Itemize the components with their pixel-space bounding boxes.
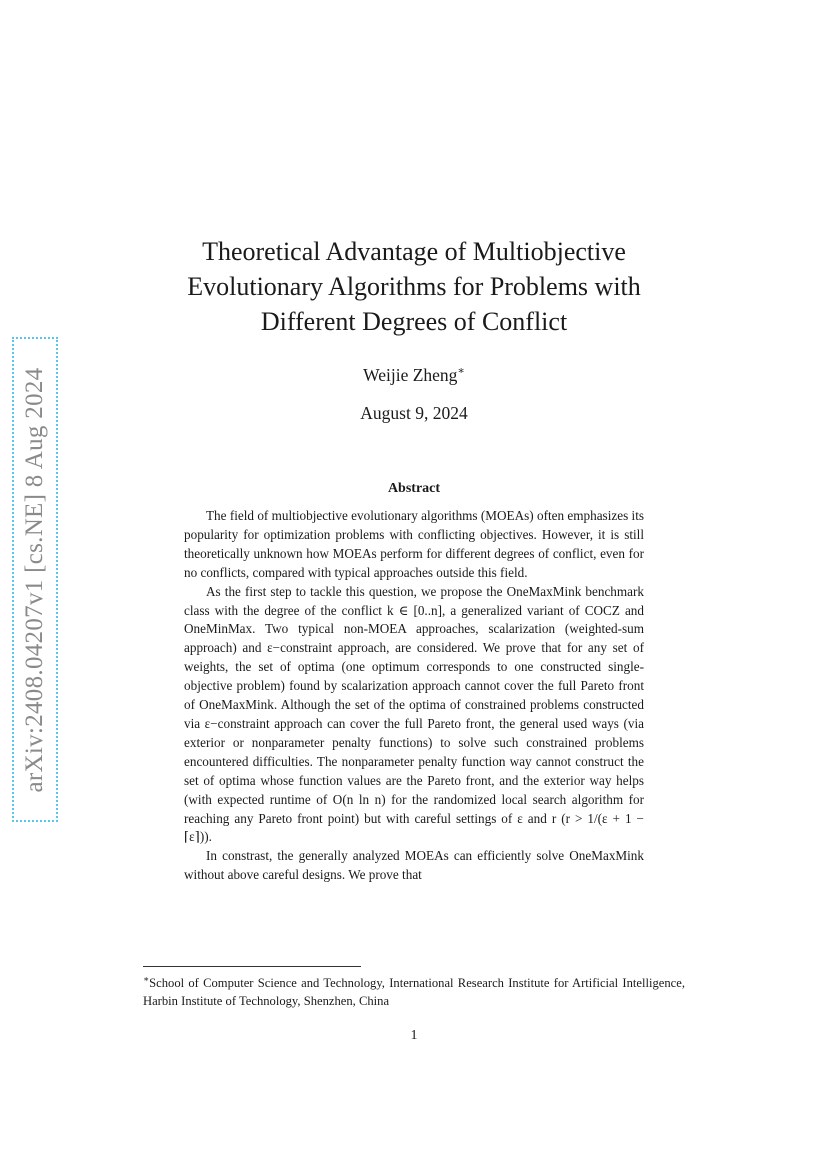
author-footnote-mark: ∗: [457, 365, 465, 377]
footnote: [143, 970, 685, 1010]
abstract-paragraph-2: As the first step to tackle this question, we propose the OneMaxMink benchmark class with the degree of the conflict k ∈ [0..n], a generalized variant of COCZ and OneMinMax. Two typical non-MOEA approaches, scalarization (weighted-sum approach) and ε−constraint approach, are considered. We prove that for any set of weights, the set of optima (one optimum corresponds to one constructed single-objective problem) found by scalarization approach cannot cover the full Pareto front of OneMaxMink. Although the set of the optima of constrained problems constructed via ε−constraint approach can cover the full Pareto front, the general used ways (via exterior or nonparameter penalty functions) to solve such constrained problems encountered difficulties. The nonparameter penalty function way cannot construct the set of optima whose function values are the Pareto front, and the exterior way helps (with expected runtime of O(n ln n) for the randomized local search algorithm for reaching any Pareto front point) but with careful settings of ε and r (r > 1/(ε + 1 − ⌈ε⌉)).: [184, 583, 644, 845]
footnote-mark: ∗: [143, 974, 150, 984]
footnote-rule: [143, 966, 361, 967]
abstract-heading: Abstract: [387, 481, 441, 496]
paper-title: [140, 234, 688, 339]
title-line-3: Different Degrees of Conflict: [260, 307, 568, 336]
abstract-paragraph-3: In constrast, the generally analyzed MOEAs can efficiently solve OneMaxMink without above careful designs. We prove that: [184, 848, 644, 883]
page-number: 1: [410, 1028, 418, 1043]
title-line-1: Theoretical Advantage of Multiobjective: [202, 237, 626, 266]
title-line-2: Evolutionary Algorithms for Problems with: [187, 272, 641, 301]
author-name: Weijie Zheng: [363, 364, 458, 385]
footnote-text: School of Computer Science and Technology, International Research Institute for Artificial Intelligence, Harbin Institute of Technology, Shenzhen, China: [143, 976, 685, 1009]
paper-date: August 9, 2024: [360, 403, 468, 423]
author-line: [0, 364, 828, 386]
arxiv-identifier-text: arXiv:2408.04207v1 [cs.NE] 8 Aug 2024: [21, 367, 48, 792]
abstract-paragraph-1: The field of multiobjective evolutionary algorithms (MOEAs) often emphasizes its popularity for optimization problems with conflicting objectives. However, it is still theoretically unknown how MOEAs perform for different degrees of conflict, even for no conflicts, compared with typical approaches outside this field.: [184, 508, 644, 580]
abstract-body: [184, 507, 644, 885]
